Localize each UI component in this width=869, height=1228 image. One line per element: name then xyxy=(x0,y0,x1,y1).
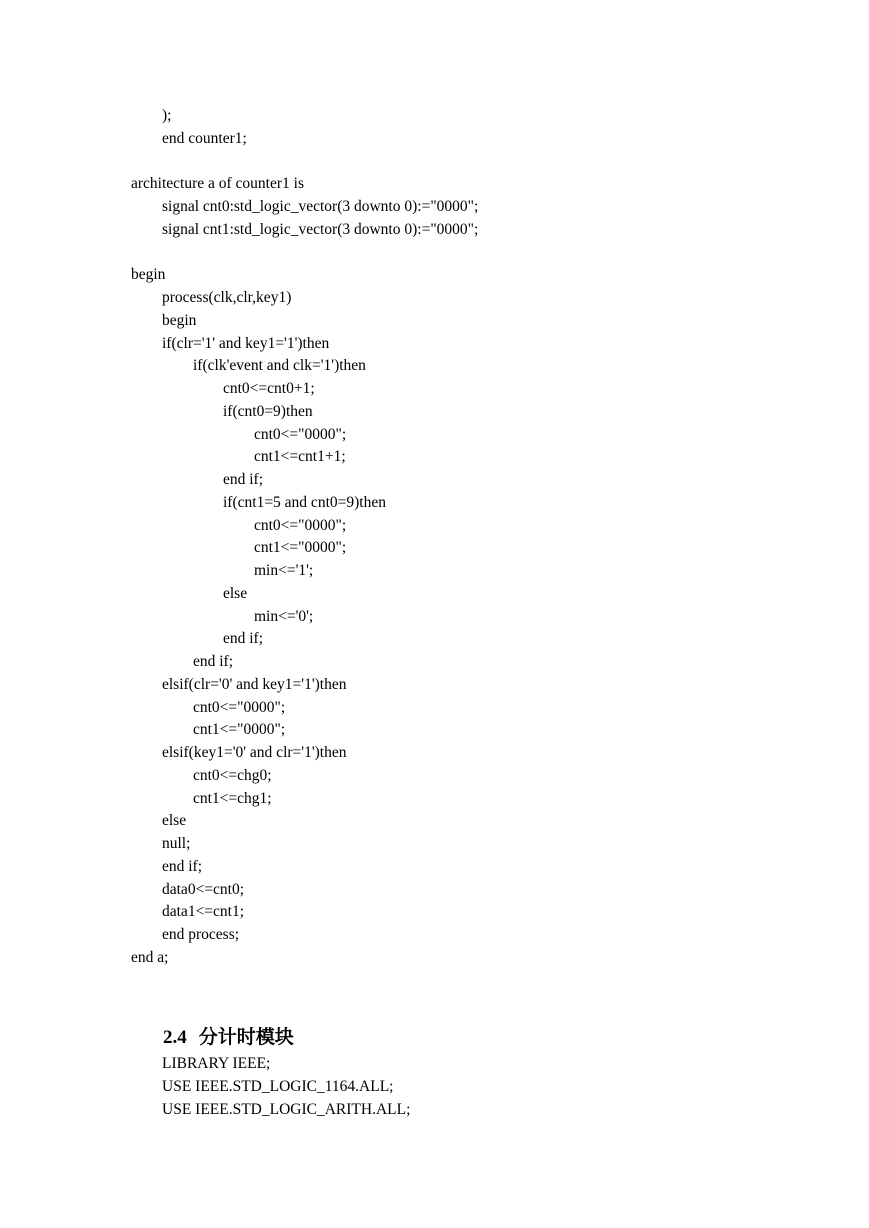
code-line: signal cnt0:std_logic_vector(3 downto 0):="0000"; xyxy=(162,198,479,215)
code-line: cnt0<="0000"; xyxy=(254,517,347,534)
code-line: begin xyxy=(131,266,166,283)
code-line: cnt1<="0000"; xyxy=(193,721,286,738)
code-line: else xyxy=(162,812,187,829)
code-line: end process; xyxy=(162,926,240,943)
code-line: cnt0<=chg0; xyxy=(193,767,272,784)
code-line: if(cnt0=9)then xyxy=(223,403,313,420)
code-line: cnt1<=cnt1+1; xyxy=(254,448,346,465)
code-line: if(clk'event and clk='1')then xyxy=(193,357,366,374)
code-line: min<='0'; xyxy=(254,608,314,625)
code-line: end if; xyxy=(223,471,264,488)
code-line: cnt0<="0000"; xyxy=(193,699,286,716)
code-line: end counter1; xyxy=(162,130,247,147)
code-line: cnt1<=chg1; xyxy=(193,790,272,807)
code-line: cnt1<="0000"; xyxy=(254,539,347,556)
code-line: USE IEEE.STD_LOGIC_1164.ALL; xyxy=(162,1078,394,1095)
code-line: process(clk,clr,key1) xyxy=(162,289,292,306)
code-line: architecture a of counter1 is xyxy=(131,175,304,192)
code-line: USE IEEE.STD_LOGIC_ARITH.ALL; xyxy=(162,1101,411,1118)
code-line: signal cnt1:std_logic_vector(3 downto 0):="0000"; xyxy=(162,221,479,238)
code-line: data0<=cnt0; xyxy=(162,881,245,898)
code-line: min<='1'; xyxy=(254,562,314,579)
code-line: cnt0<="0000"; xyxy=(254,426,347,443)
code-line: if(cnt1=5 and cnt0=9)then xyxy=(223,494,386,511)
code-line: elsif(clr='0' and key1='1')then xyxy=(162,676,347,693)
code-line: data1<=cnt1; xyxy=(162,903,245,920)
code-line: begin xyxy=(162,312,197,329)
code-line: null; xyxy=(162,835,191,852)
section-title: 分计时模块 xyxy=(198,1027,294,1048)
section-heading xyxy=(144,999,294,1048)
code-line: if(clr='1' and key1='1')then xyxy=(162,335,330,352)
code-line: else xyxy=(223,585,248,602)
code-line: LIBRARY IEEE; xyxy=(162,1055,271,1072)
code-line: elsif(key1='0' and clr='1')then xyxy=(162,744,347,761)
code-line: cnt0<=cnt0+1; xyxy=(223,380,315,397)
section-number: 2.4 xyxy=(163,1027,187,1048)
code-line: end if; xyxy=(223,630,264,647)
code-line: end a; xyxy=(131,949,169,966)
code-line: end if; xyxy=(162,858,203,875)
code-line: end if; xyxy=(193,653,234,670)
code-line: ); xyxy=(162,107,172,124)
